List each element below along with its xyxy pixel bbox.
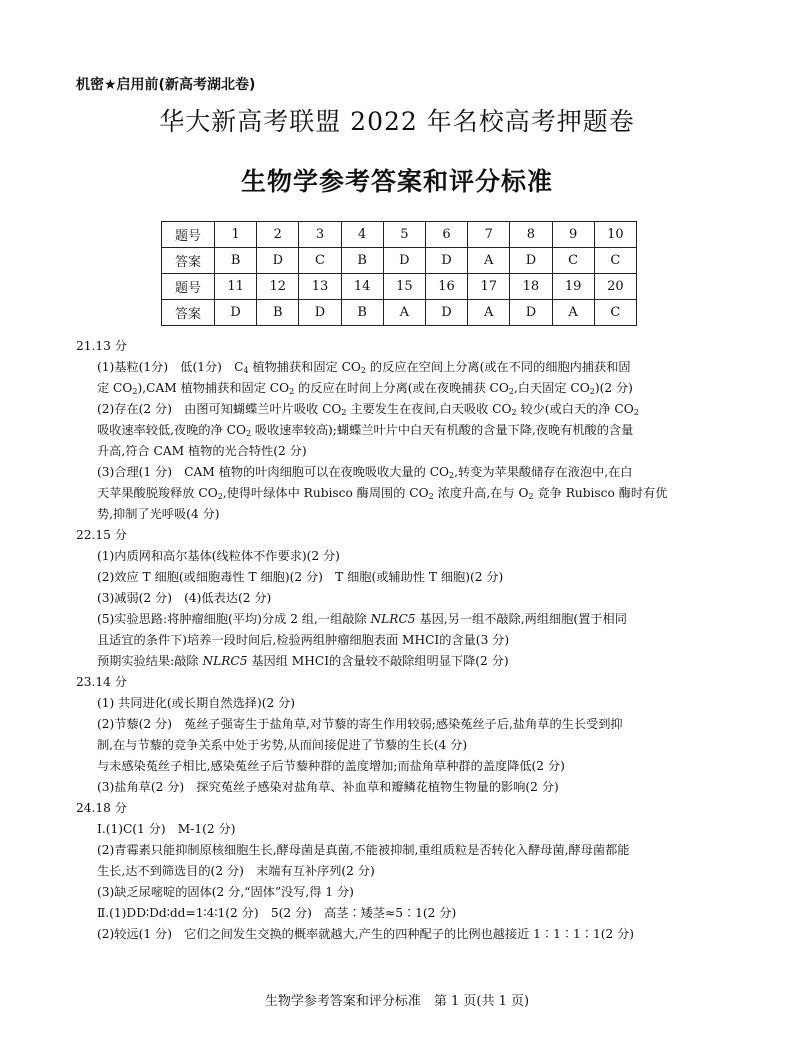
question-number-cell: 19: [552, 274, 594, 300]
q21-line-2: 定 $CO_2),CAM$ 植物捕获和固定 $CO_2$ 的反应在时间上分离(或在夜晚捕获 $CO_2$,白天固定 $CO_2)(2$ 分): [97, 381, 633, 396]
answer-cell: C: [552, 248, 594, 274]
row-header: 题号: [162, 222, 215, 248]
question-number-row: [162, 274, 637, 300]
question-number-cell: 15: [383, 274, 425, 300]
question-21-heading: 21.13 分: [76, 339, 127, 353]
q21-line-7: 天苹果酸脱羧释放 $CO_2$,使得叶绿体中 Rubisco 酶周围的 $CO_2$ 浓度升高,在与 $O_2$ 竞争 Rubisco 酶时有优: [97, 486, 668, 501]
q21-line-5: 升高,符合 CAM 植物的光合特性(2 分): [97, 444, 307, 458]
answer-cell: D: [215, 300, 257, 326]
q23-line-5: (3)盐角草(2 分) 探究菟丝子感染对盐角草、补血草和瓣鳞花植物生物量的影响(2 分): [97, 780, 559, 794]
q23-line-4: 与未感染菟丝子相比,感染菟丝子后节藜种群的盖度增加;而盐角草种群的盖度降低(2 分): [97, 759, 565, 773]
answer-cell: B: [341, 300, 383, 326]
q23-line-2: (2)节藜(2 分) 菟丝子强寄生于盐角草,对节藜的寄生作用较弱;感染菟丝子后,盐角草的生长受到抑: [97, 717, 623, 731]
q24-line-5: Ⅱ.(1)DD∶Dd∶dd=1∶4∶1(2 分) 5(2 分) 高茎∶矮茎≈5∶1(2 分): [97, 906, 457, 920]
q22-line-5: 且适宜的条件下)培养一段时间后,检验两组肿瘤细胞表面 MHCⅠ的含量(3 分): [97, 633, 510, 647]
answer-cell: C: [594, 300, 636, 326]
answer-cell: D: [425, 300, 467, 326]
question-23-heading: 23.14 分: [76, 675, 127, 689]
document-subtitle: 生物学参考答案和评分标准: [240, 167, 553, 196]
answer-cell: B: [257, 300, 299, 326]
question-number-cell: 9: [552, 222, 594, 248]
q22-line-2: (2)效应 T 细胞(或细胞毒性 T 细胞)(2 分) T 细胞(或辅助性 T 细胞)(2 分): [97, 570, 504, 584]
answer-cell: D: [299, 300, 341, 326]
q21-line-4: 吸收速率较低,夜晚的净 $CO_2$ 吸收速率较高);蝴蝶兰叶片中白天有机酸的含量下降,夜晚有机酸的含量: [97, 423, 634, 438]
q22-line-3: (3)减弱(2 分) (4)低表达(2 分): [97, 591, 272, 605]
row-header: 答案: [162, 300, 215, 326]
question-number-cell: 13: [299, 274, 341, 300]
question-number-cell: 17: [468, 274, 510, 300]
row-header: 题号: [162, 274, 215, 300]
answer-row: [162, 248, 637, 274]
question-number-cell: 14: [341, 274, 383, 300]
question-number-cell: 4: [341, 222, 383, 248]
question-number-cell: 3: [299, 222, 341, 248]
confidential-label: 机密★启用前(新高考湖北卷): [76, 77, 256, 93]
question-number-cell: 20: [594, 274, 636, 300]
q22-line-6: 预期实验结果:敲除 NLRC5 基因组 MHCⅠ的含量较不敲除组明显下降(2 分): [97, 654, 509, 668]
answer-cell: A: [468, 248, 510, 274]
question-number-cell: 6: [425, 222, 467, 248]
answer-content: [76, 336, 716, 945]
answer-cell: B: [341, 248, 383, 274]
page-footer: 生物学参考答案和评分标准 第 1 页(共 1 页): [264, 994, 530, 1009]
question-number-cell: 12: [257, 274, 299, 300]
q21-line-6: (3)合理(1 分) CAM 植物的叶肉细胞可以在夜晚吸收大量的 $CO_2$,转变为苹果酸储存在液泡中,在白: [97, 465, 633, 480]
question-number-cell: 11: [215, 274, 257, 300]
answer-cell: C: [594, 248, 636, 274]
q24-line-1: Ⅰ.(1)C(1 分) M-1(2 分): [97, 822, 236, 836]
q21-line-1: (1)基粒(1分) 低(1分) $C_4$ 植物捕获和固定 $CO_2$ 的反应在空间上分离(或在不同的细胞内捕获和固: [97, 360, 631, 375]
answer-row: [162, 300, 637, 326]
q23-line-1: (1) 共同进化(或长期自然选择)(2 分): [97, 696, 296, 710]
q21-line-8: 势,抑制了光呼吸(4 分): [97, 507, 220, 521]
answer-cell: D: [510, 300, 552, 326]
row-header: 答案: [162, 248, 215, 274]
q22-line-1: (1)内质网和高尔基体(线粒体不作要求)(2 分): [97, 549, 340, 563]
question-number-cell: 16: [425, 274, 467, 300]
answer-cell: A: [552, 300, 594, 326]
question-number-cell: 7: [468, 222, 510, 248]
question-number-cell: 1: [215, 222, 257, 248]
q21-line-3: (2)存在(2 分) 由图可知蝴蝶兰叶片吸收 $CO_2$ 主要发生在夜间,白天吸收 $CO_2$ 较少(或白天的净 $CO_2$: [97, 402, 639, 417]
exam-title: 华大新高考联盟 2022 年名校高考押题卷: [159, 107, 635, 136]
q24-line-3: 生长,达不到筛选目的(2 分) 末端有互补序列(2 分): [97, 864, 375, 878]
answer-cell: A: [383, 300, 425, 326]
question-number-cell: 8: [510, 222, 552, 248]
question-24-heading: 24.18 分: [76, 801, 127, 815]
q24-line-4: (3)缺乏尿嘧啶的固体(2 分,“固体”没写,得 1 分): [97, 885, 354, 899]
question-number-cell: 10: [594, 222, 636, 248]
q23-line-3: 制,在与节藜的竞争关系中处于劣势,从而间接促进了节藜的生长(4 分): [97, 738, 468, 752]
q24-line-6: (2)较远(1 分) 它们之间发生交换的概率就越大,产生的四种配子的比例也越接近 1∶1∶1∶1(2 分): [97, 927, 635, 941]
answer-cell: D: [383, 248, 425, 274]
q22-line-4: (5)实验思路:将肿瘤细胞(平均)分成 2 组,一组敲除 NLRC5 基因,另一组不敲除,两组细胞(置于相同: [97, 612, 627, 626]
question-22-heading: 22.15 分: [76, 528, 127, 542]
answer-cell: C: [299, 248, 341, 274]
answer-cell: D: [425, 248, 467, 274]
answer-cell: B: [215, 248, 257, 274]
question-number-cell: 18: [510, 274, 552, 300]
question-number-row: [162, 222, 637, 248]
answer-cell: A: [468, 300, 510, 326]
answer-cell: D: [257, 248, 299, 274]
q24-line-2: (2)青霉素只能抑制原核细胞生长,酵母菌是真菌,不能被抑制,重组质粒是否转化入酵母菌,酵母菌都能: [97, 843, 630, 857]
question-number-cell: 5: [383, 222, 425, 248]
answer-cell: D: [510, 248, 552, 274]
question-number-cell: 2: [257, 222, 299, 248]
answer-table: [161, 221, 637, 326]
